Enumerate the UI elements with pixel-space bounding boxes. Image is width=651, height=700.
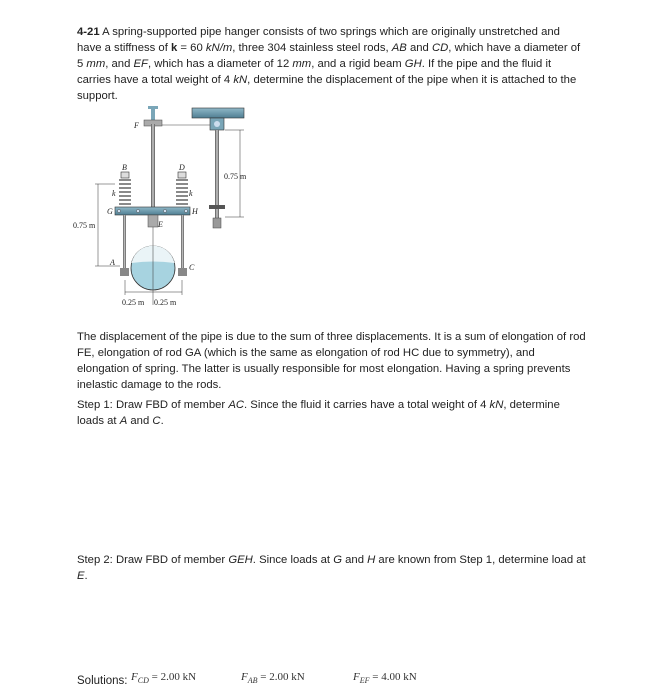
label-a: A [110, 258, 115, 267]
solution-fef: $F_{EF} = 4.00$ kN [353, 671, 417, 686]
solution-fab: $F_{AB} = 2.00$ kN [241, 671, 305, 686]
step-2: Step 2: Draw FBD of member GEH. Since loads at G and H are known from Step 1, determine load at E. [77, 554, 586, 582]
label-c: C [189, 263, 195, 272]
explanation: The displacement of the pipe is due to the sum of three displacements. It is a sum of elongation of rod FE, elongation of rod GA (which is the same as elongation of rod HC due to symmetry), and elongation of spring. The latter is usually responsible for most elongation. Having a spring prevents inelastic damage to the rods. [77, 331, 586, 391]
spring-b [119, 180, 131, 204]
dim-bottom-2: 0.25 m [154, 298, 177, 307]
solutions-label: Solutions: [77, 675, 128, 687]
dim-bottom-1: 0.25 m [122, 298, 145, 307]
label-g: G [107, 207, 113, 216]
label-f: F [134, 121, 139, 130]
label-k1: k [112, 189, 116, 198]
spring-d [176, 180, 188, 204]
label-b: B [122, 163, 127, 172]
label-k2: k [189, 189, 193, 198]
label-e: E [158, 220, 163, 229]
solution-fcd: $F_{CD} = 2.00$ kN [131, 671, 197, 686]
pipe-hanger-figure [70, 100, 270, 320]
dim-right: 0.75 m [224, 172, 247, 181]
dim-left: 0.75 m [73, 221, 96, 230]
step-1: Step 1: Draw FBD of member AC. Since the fluid it carries have a total weight of 4 kN, determine loads at A and C. [77, 399, 560, 427]
label-h: H [192, 207, 198, 216]
label-d: D [179, 163, 185, 172]
problem-statement: 4-21 A spring-supported pipe hanger consists of two springs which are originally unstretched and have a stiffness of k = 60 kN/m, three 304 stainless steel rods, AB and CD, which have a diameter of 5 mm, and EF, which has a diameter of 12 mm, and a rigid beam GH. If the pipe and the fluid it carries have a total weight of 4 kN, determine the displacement of the pipe when it is attached to the support. [77, 26, 581, 102]
